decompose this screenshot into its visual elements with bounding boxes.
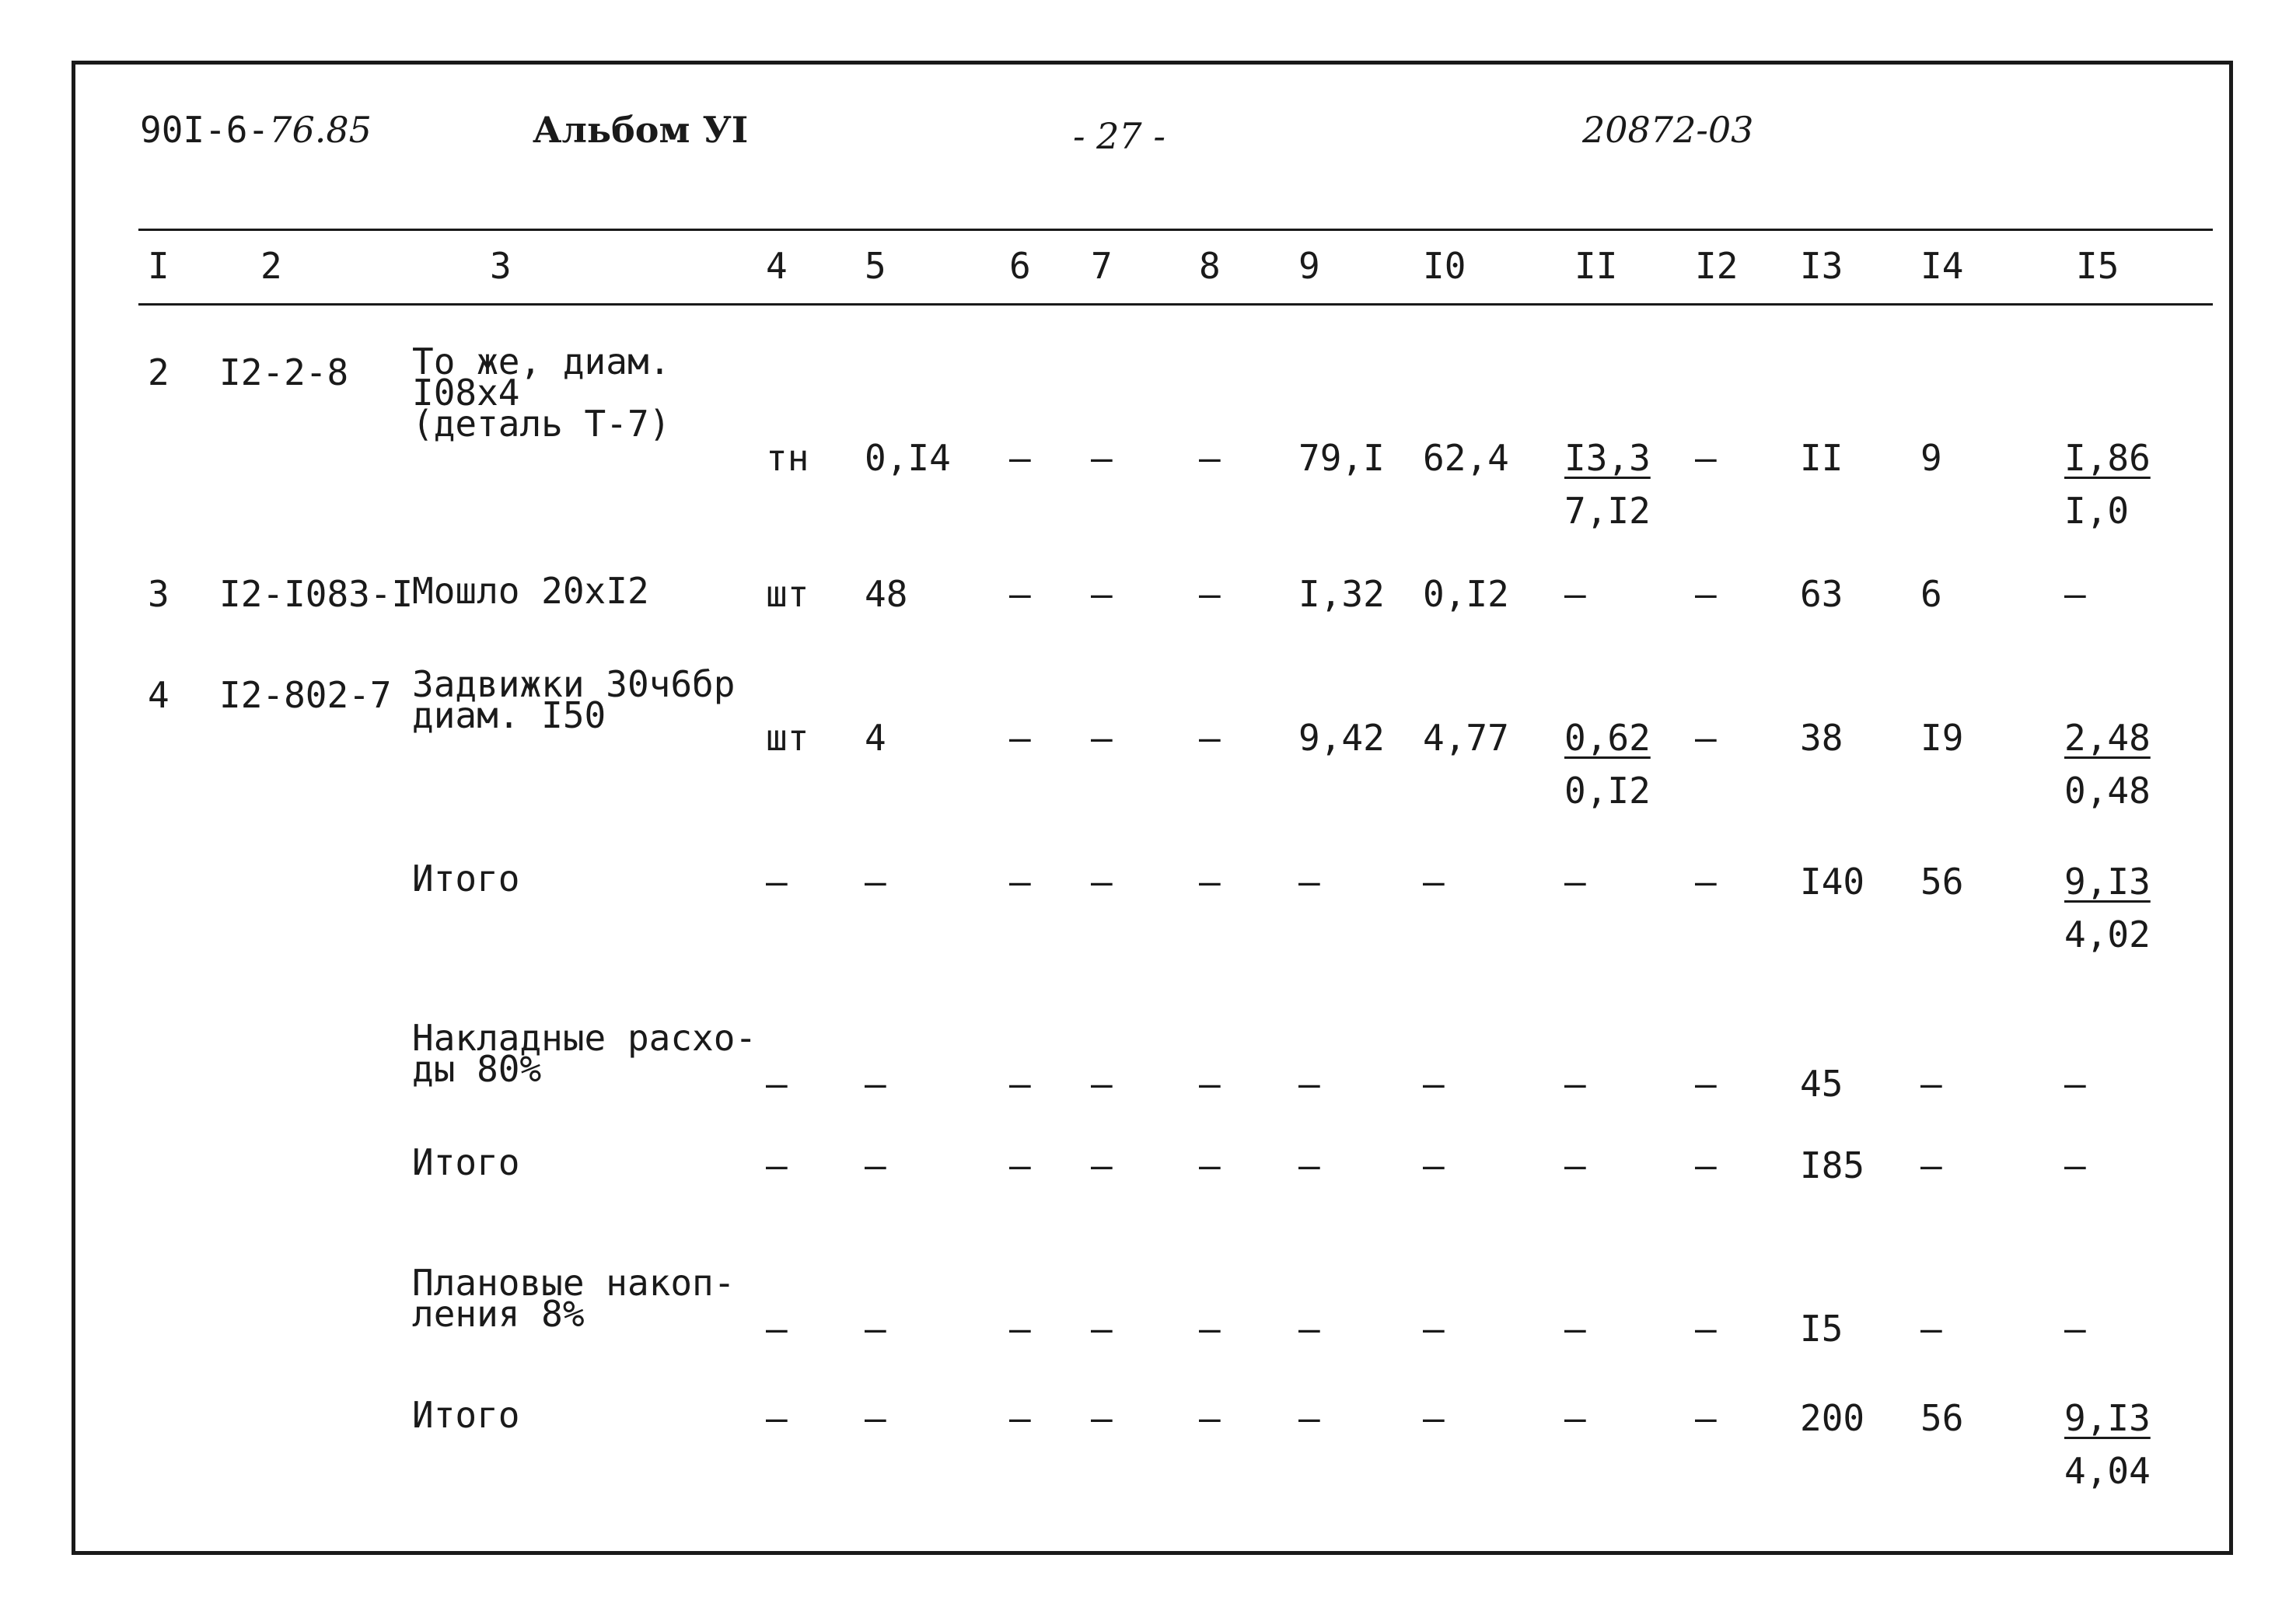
cell-r6-c10: – bbox=[1423, 1144, 1445, 1186]
cell-r3-c8: – bbox=[1199, 717, 1221, 759]
cell-r7-c12: – bbox=[1695, 1308, 1717, 1350]
cell-r3-c9: 9,42 bbox=[1298, 717, 1385, 759]
cell-r4-c5: – bbox=[865, 861, 886, 903]
cell-r2-c14: 6 bbox=[1920, 573, 1942, 615]
cell-r8-c8: – bbox=[1199, 1397, 1221, 1439]
column-header-11: II bbox=[1574, 245, 1618, 287]
cell-r3-c12: – bbox=[1695, 717, 1717, 759]
cell-r3-c11-bottom: 0,I2 bbox=[1564, 770, 1651, 812]
cell-r2-c7: – bbox=[1091, 573, 1113, 615]
cell-r7-c3: Плановые накоп- ления 8% bbox=[412, 1262, 736, 1335]
cell-r5-c15: – bbox=[2064, 1063, 2086, 1105]
page-number: - 27 - bbox=[1073, 115, 1165, 157]
cell-r7-c8: – bbox=[1199, 1308, 1221, 1350]
column-header-15: I5 bbox=[2076, 245, 2120, 287]
cell-r2-c1: 3 bbox=[148, 573, 169, 615]
cell-r2-c15: – bbox=[2064, 573, 2086, 615]
cell-r1-c13: II bbox=[1800, 437, 1843, 479]
cell-r5-c11: – bbox=[1564, 1063, 1586, 1105]
cell-r3-c7: – bbox=[1091, 717, 1113, 759]
cell-r4-c9: – bbox=[1298, 861, 1320, 903]
cell-r8-c6: – bbox=[1009, 1397, 1031, 1439]
cell-r3-c14: I9 bbox=[1920, 717, 1964, 759]
cell-r6-c6: – bbox=[1009, 1144, 1031, 1186]
cell-r8-c9: – bbox=[1298, 1397, 1320, 1439]
cell-r3-c13: 38 bbox=[1800, 717, 1843, 759]
cell-r5-c9: – bbox=[1298, 1063, 1320, 1105]
cell-r4-c15-bottom: 4,02 bbox=[2064, 914, 2151, 955]
cell-r4-c3: Итого bbox=[412, 858, 520, 900]
cell-r6-c9: – bbox=[1298, 1144, 1320, 1186]
cell-r6-c5: – bbox=[865, 1144, 886, 1186]
column-header-6: 6 bbox=[1009, 245, 1031, 287]
cell-r1-c2: I2-2-8 bbox=[219, 351, 349, 393]
cell-r2-c13: 63 bbox=[1800, 573, 1843, 615]
cell-r8-c14: 56 bbox=[1920, 1397, 1964, 1439]
cell-r8-c5: – bbox=[865, 1397, 886, 1439]
page-frame bbox=[72, 61, 2233, 1555]
cell-r7-c6: – bbox=[1009, 1308, 1031, 1350]
cell-r8-c3: Итого bbox=[412, 1394, 520, 1436]
cell-r8-c15-bottom: 4,04 bbox=[2064, 1450, 2151, 1492]
cell-r2-c5: 48 bbox=[865, 573, 908, 615]
cell-r8-c15: 9,I3 bbox=[2064, 1397, 2151, 1439]
cell-r1-c3: То же, диам. I08x4 (деталь Т-7) bbox=[412, 341, 671, 445]
cell-r3-c5: 4 bbox=[865, 717, 886, 759]
cell-r1-c14: 9 bbox=[1920, 437, 1942, 479]
cell-r5-c3: Накладные расхо- ды 80% bbox=[412, 1017, 757, 1090]
cell-r4-c15: 9,I3 bbox=[2064, 861, 2151, 903]
doc-number: 20872-03 bbox=[1582, 109, 1754, 151]
cell-r6-c13: I85 bbox=[1800, 1144, 1865, 1186]
cell-r3-c3: Задвижки 30ч6бр диам. I50 bbox=[412, 663, 736, 736]
cell-r8-c7: – bbox=[1091, 1397, 1113, 1439]
cell-r1-c5: 0,I4 bbox=[865, 437, 951, 479]
cell-r3-c15-bottom: 0,48 bbox=[2064, 770, 2151, 812]
cell-r1-c9: 79,I bbox=[1298, 437, 1385, 479]
cell-r4-c12: – bbox=[1695, 861, 1717, 903]
code-prefix: 90I-6- bbox=[140, 109, 270, 151]
cell-r6-c7: – bbox=[1091, 1144, 1113, 1186]
cell-r1-c4: тн bbox=[766, 437, 809, 479]
album-label: Альбом УI bbox=[533, 109, 749, 151]
cell-r6-c11: – bbox=[1564, 1144, 1586, 1186]
cell-r2-c9: I,32 bbox=[1298, 573, 1385, 615]
cell-r3-c1: 4 bbox=[148, 674, 169, 716]
cell-r1-c7: – bbox=[1091, 437, 1113, 479]
column-header-2: 2 bbox=[260, 245, 282, 287]
cell-r6-c3: Итого bbox=[412, 1141, 520, 1183]
cell-r6-c8: – bbox=[1199, 1144, 1221, 1186]
column-header-3: 3 bbox=[490, 245, 512, 287]
cell-r7-c10: – bbox=[1423, 1308, 1445, 1350]
cell-r7-c7: – bbox=[1091, 1308, 1113, 1350]
cell-r1-c12: – bbox=[1695, 437, 1717, 479]
header-rule-bottom bbox=[138, 303, 2213, 306]
cell-r5-c14: – bbox=[1920, 1063, 1942, 1105]
cell-r1-c6: – bbox=[1009, 437, 1031, 479]
column-header-12: I2 bbox=[1695, 245, 1739, 287]
cell-r7-c4: – bbox=[766, 1308, 788, 1350]
cell-r4-c10: – bbox=[1423, 861, 1445, 903]
cell-r5-c5: – bbox=[865, 1063, 886, 1105]
cell-r5-c4: – bbox=[766, 1063, 788, 1105]
cell-r1-c8: – bbox=[1199, 437, 1221, 479]
cell-r5-c10: – bbox=[1423, 1063, 1445, 1105]
cell-r7-c5: – bbox=[865, 1308, 886, 1350]
cell-r5-c12: – bbox=[1695, 1063, 1717, 1105]
column-header-4: 4 bbox=[766, 245, 788, 287]
cell-r4-c4: – bbox=[766, 861, 788, 903]
code-handwritten: 76.85 bbox=[269, 109, 372, 151]
cell-r4-c14: 56 bbox=[1920, 861, 1964, 903]
cell-r8-c4: – bbox=[766, 1397, 788, 1439]
cell-r5-c6: – bbox=[1009, 1063, 1031, 1105]
cell-r3-c2: I2-802-7 bbox=[219, 674, 392, 716]
cell-r2-c3: Мошло 20xI2 bbox=[412, 570, 649, 612]
cell-r1-c15: I,86 bbox=[2064, 437, 2151, 479]
cell-r4-c13: I40 bbox=[1800, 861, 1865, 903]
cell-r2-c10: 0,I2 bbox=[1423, 573, 1509, 615]
cell-r2-c4: шт bbox=[766, 573, 809, 615]
column-header-14: I4 bbox=[1920, 245, 1964, 287]
cell-r2-c11: – bbox=[1564, 573, 1586, 615]
cell-r5-c7: – bbox=[1091, 1063, 1113, 1105]
cell-r3-c15: 2,48 bbox=[2064, 717, 2151, 759]
column-header-10: I0 bbox=[1423, 245, 1466, 287]
cell-r5-c8: – bbox=[1199, 1063, 1221, 1105]
column-header-8: 8 bbox=[1199, 245, 1221, 287]
cell-r2-c6: – bbox=[1009, 573, 1031, 615]
cell-r1-c11-bottom: 7,I2 bbox=[1564, 490, 1651, 532]
column-header-7: 7 bbox=[1091, 245, 1113, 287]
cell-r7-c14: – bbox=[1920, 1308, 1942, 1350]
cell-r4-c7: – bbox=[1091, 861, 1113, 903]
column-header-1: I bbox=[148, 245, 169, 287]
cell-r3-c10: 4,77 bbox=[1423, 717, 1509, 759]
cell-r6-c14: – bbox=[1920, 1144, 1942, 1186]
cell-r1-c10: 62,4 bbox=[1423, 437, 1509, 479]
cell-r1-c11: I3,3 bbox=[1564, 437, 1651, 479]
cell-r2-c12: – bbox=[1695, 573, 1717, 615]
cell-r1-c1: 2 bbox=[148, 351, 169, 393]
header-rule-top bbox=[138, 229, 2213, 231]
cell-r4-c11: – bbox=[1564, 861, 1586, 903]
cell-r3-c11: 0,62 bbox=[1564, 717, 1651, 759]
cell-r6-c12: – bbox=[1695, 1144, 1717, 1186]
cell-r8-c11: – bbox=[1564, 1397, 1586, 1439]
column-header-9: 9 bbox=[1298, 245, 1320, 287]
cell-r7-c15: – bbox=[2064, 1308, 2086, 1350]
cell-r1-c15-bottom: I,0 bbox=[2064, 490, 2130, 532]
cell-r2-c8: – bbox=[1199, 573, 1221, 615]
cell-r7-c11: – bbox=[1564, 1308, 1586, 1350]
cell-r3-c4: шт bbox=[766, 717, 809, 759]
cell-r4-c8: – bbox=[1199, 861, 1221, 903]
cell-r6-c15: – bbox=[2064, 1144, 2086, 1186]
cell-r3-c6: – bbox=[1009, 717, 1031, 759]
cell-r8-c12: – bbox=[1695, 1397, 1717, 1439]
document-code bbox=[140, 109, 372, 151]
cell-r6-c4: – bbox=[766, 1144, 788, 1186]
cell-r4-c6: – bbox=[1009, 861, 1031, 903]
cell-r8-c10: – bbox=[1423, 1397, 1445, 1439]
column-header-5: 5 bbox=[865, 245, 886, 287]
column-header-13: I3 bbox=[1800, 245, 1843, 287]
cell-r5-c13: 45 bbox=[1800, 1063, 1843, 1105]
cell-r7-c13: I5 bbox=[1800, 1308, 1843, 1350]
cell-r2-c2: I2-I083-I bbox=[219, 573, 414, 615]
cell-r8-c13: 200 bbox=[1800, 1397, 1865, 1439]
cell-r7-c9: – bbox=[1298, 1308, 1320, 1350]
